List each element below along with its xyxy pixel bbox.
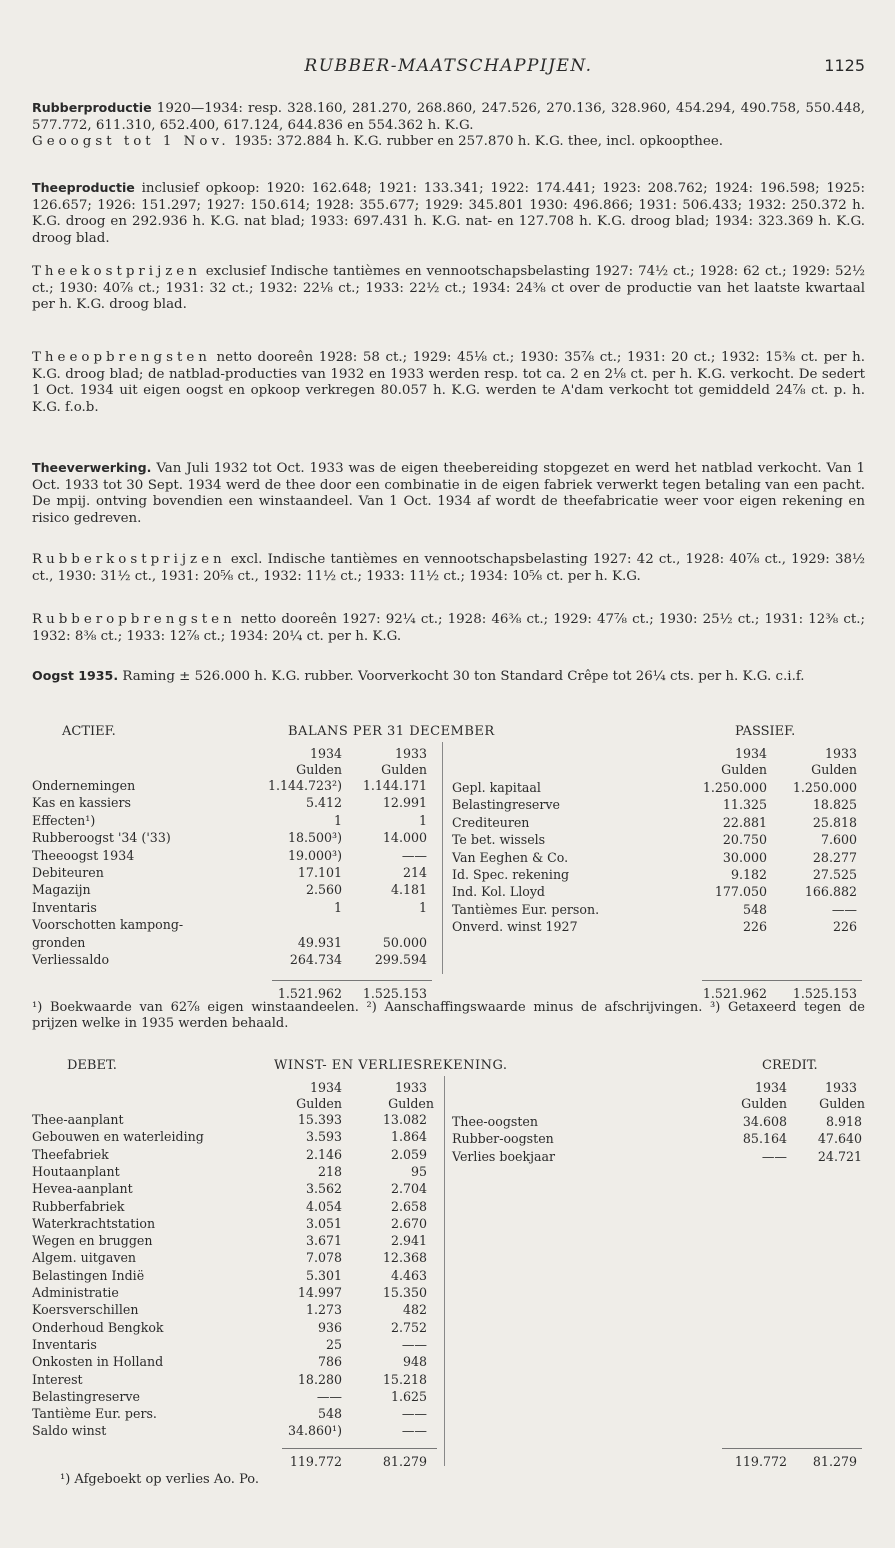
text-theeopbrengsten: netto dooreên 1928: 58 ct.; 1929: 45⅛ ct.; 1930: 35⅞ ct.; 1931: 20 ct.; 1932: 15⅜ ct. per h. K.G. droog blad; de natblad-producties van 1932 en 1933 werden resp. tot ca. 2 en 2⅛ ct. per h. K.G. verkocht. De sedert 1 Oct. 1934 uit eigen oogst en opkoop verkregen 80.057 h. K.G. werden te A'dam verkocht tot gemiddeld 24⅞ ct. p. h. K.G. f.o.b. [32,350,865,415]
debet-row-value-1933: —— [401,1406,427,1422]
debet-row-value-1934: 1.273 [305,1302,342,1318]
debet-row-value-1933: 948 [402,1354,427,1370]
winst-left-unit-2: Gulden [388,1096,434,1111]
debet-row-value-1934: 34.860¹) [287,1423,342,1439]
passief-row [452,902,702,917]
passief-row-value-1934: 1.250.000 [702,780,767,795]
actief-row-label: Theeoogst 1934 [32,847,135,863]
credit-row [452,1149,722,1164]
passief-row-value-1933: 226 [832,919,857,935]
debet-row-label: Algem. uitgaven [32,1250,137,1266]
actief-row [32,952,267,967]
passief-row [452,797,702,812]
debet-row-value-1933: 15.218 [382,1371,427,1387]
winst-right-unit-1: Gulden [741,1096,787,1111]
actief-row-label: Ondernemingen [32,778,136,793]
passief-row-label: Id. Spec. rekening [452,867,570,882]
passief-row-value-1934: 9.182 [730,867,767,882]
winst-footnote: ¹) Afgeboekt op verlies Ao. Po. [60,1472,260,1487]
balans-table [32,724,865,1001]
text-rubberproductie: 1920—1934: resp. 328.160, 281.270, 268.860, 247.526, 270.136, 328.960, 454.294, 490.758, 550.448, 577.772, 611.310, 652.400, 617.124, 644.836 en 554.362 h. K.G. [32,101,865,133]
page-header [32,58,865,82]
actief-row [32,778,267,793]
winst-total-right-1934: 119.772 [734,1454,787,1469]
lead-rubberkostprijzen: Rubberkostprijzen [32,552,226,567]
debet-row-value-1934: 15.393 [297,1112,342,1127]
winst-total-rule-left [282,1448,437,1449]
actief-row-value-1933: 50.000 [382,934,427,950]
actief-row-label: Voorschotten kampong- [32,917,184,933]
winst-right-year-1: 1934 [754,1080,787,1095]
debet-row-value-1933: 2.059 [390,1146,427,1162]
actief-row [32,900,267,915]
debet-row [32,1147,282,1162]
paragraph-oogst [32,668,865,686]
actief-row [32,882,267,897]
credit-row-label: Verlies boekjaar [452,1148,556,1164]
debet-row [32,1199,282,1214]
lead-geoogst: Geoogst tot 1 Nov. [32,134,230,149]
passief-row-value-1934: 30.000 [722,849,767,865]
debet-row [32,1423,282,1438]
credit-row-label: Rubber-oogsten [452,1131,554,1147]
credit-row-value-1934: —— [761,1148,787,1164]
actief-row-value-1933: 299.594 [374,952,427,967]
debet-row-value-1933: 12.368 [382,1250,427,1266]
debet-row-value-1934: 548 [317,1406,342,1422]
balans-total-rule-right [702,980,862,981]
passief-row-label: Tantièmes Eur. person. [452,901,600,917]
balans-right-year-1: 1934 [734,746,767,761]
balans-total-right-1933: 1.525.153 [792,986,857,1001]
winst-divider [444,1076,445,1466]
balans-right-year-2: 1933 [824,746,857,761]
winst-left-year-2: 1933 [394,1080,427,1095]
debet-row-label: Theefabriek [32,1146,109,1162]
debet-row-value-1933: 2.752 [390,1319,427,1335]
passief-row [452,780,702,795]
debet-row-value-1934: 5.301 [305,1267,342,1283]
winst-left-unit-1: Gulden [296,1096,342,1111]
debet-row [32,1268,282,1283]
credit-row-label: Thee-oogsten [452,1114,538,1129]
passief-row-label: Gepl. kapitaal [452,780,541,795]
passief-row-value-1933: 27.525 [812,867,857,882]
passief-row-value-1934: 20.750 [722,832,767,848]
winst-left-year-1: 1934 [309,1080,342,1095]
debet-row-value-1934: 936 [317,1319,342,1335]
passief-row-value-1934: 177.050 [714,884,767,900]
debet-row-label: Inventaris [32,1336,97,1352]
actief-row-value-1934: 19.000³) [287,847,342,863]
balans-left-year-1: 1934 [309,746,342,761]
balans-total-left-1934: 1.521.962 [277,986,342,1001]
actief-row-label: Rubberoogst '34 ('33) [32,830,171,846]
lead-theekostprijzen: Theekostprijzen [32,264,201,279]
credit-row-value-1934: 85.164 [742,1131,787,1147]
debet-row-value-1934: 18.280 [297,1371,342,1387]
passief-row-label: Belastingreserve [452,797,560,813]
debet-row-label: Administratie [32,1285,119,1300]
winst-verlies-table [32,1058,865,1478]
text-rubberkostprijzen: excl. Indische tantièmes en vennootschapsbelasting 1927: 42 ct., 1928: 40⅞ ct., 1929: 38½ ct., 1930: 31½ ct., 1931: 20⅝ ct., 1932: 11½ ct.; 1933: 11½ ct.; 1934: 10⅝ ct. per h. K.G. [32,552,865,584]
debet-row [32,1216,282,1231]
debet-row-label: Rubberfabriek [32,1198,125,1214]
passief-row [452,884,702,899]
actief-row-label: gronden [32,934,86,950]
passief-row [452,867,702,882]
credit-row-value-1933: 8.918 [825,1114,862,1129]
debet-row-value-1933: —— [401,1336,427,1352]
passief-row-label: Ind. Kol. Lloyd [452,884,545,900]
actief-row-value-1934: 17.101 [297,865,342,880]
debet-row [32,1233,282,1248]
passief-row-value-1934: 11.325 [722,797,767,813]
actief-row-label: Inventaris [32,899,97,915]
text-theeproductie: inclusief opkoop: 1920: 162.648; 1921: 133.341; 1922: 174.441; 1923: 208.762; 1924: 196.598; 1925: 126.657; 1926: 151.297; 1927: 150.614; 1928: 355.677; 1929: 345.801 1930: 496.866; 1931: 506.433; 1932: 250.372 h. K.G. droog en 292.936 h. K.G. nat blad; 1933: 697.431 h. K.G. nat- en 127.708 h. K.G. droog blad; 1934: 323.369 h. K.G. droog blad. [32,181,865,246]
debet-row-value-1934: 2.146 [305,1146,342,1162]
debet-row-label: Gebouwen en waterleiding [32,1129,204,1145]
winst-total-left-1933: 81.279 [382,1454,427,1469]
actief-row [32,813,267,828]
passief-row-value-1933: 18.825 [812,797,857,813]
credit-row [452,1131,722,1146]
paragraph-rubberkostprijzen [32,552,865,585]
page-number: 1125 [824,56,865,75]
actief-row-value-1933: —— [401,847,427,863]
actief-row-value-1933: 4.181 [390,882,427,898]
paragraph-rubberopbrengsten [32,612,865,645]
debet-row-value-1933: 1.625 [390,1388,427,1404]
debet-row-value-1933: 2.658 [390,1198,427,1214]
debet-row-label: Thee-aanplant [32,1112,124,1127]
lead-theeproductie: Theeproductie [32,180,135,195]
actief-row [32,848,267,863]
actief-row-label: Kas en kassiers [32,795,131,811]
actief-row [32,935,267,950]
debet-row [32,1389,282,1404]
actief-row [32,917,267,932]
page-title: RUBBER-MAATSCHAPPIJEN. [304,56,593,76]
actief-row-value-1933: 1 [418,899,427,915]
paragraph-theeproductie [32,180,865,247]
debet-row [32,1372,282,1387]
actief-row-value-1934: 5.412 [305,795,342,811]
debet-row [32,1164,282,1179]
debet-row-label: Saldo winst [32,1423,107,1439]
debet-row-value-1933: 482 [402,1302,427,1318]
debet-row-value-1934: 3.562 [305,1181,342,1197]
actief-heading: ACTIEF. [62,724,116,739]
winst-right-year-2: 1933 [824,1080,857,1095]
winst-title: WINST- EN VERLIESREKENING. [274,1058,508,1073]
debet-row-label: Waterkrachtstation [32,1215,156,1231]
actief-row-value-1934: 1 [333,899,342,915]
winst-right-unit-2: Gulden [819,1096,865,1111]
passief-row [452,832,702,847]
text-rubberopbrengsten: netto dooreên 1927: 92¼ ct.; 1928: 46⅜ ct.; 1929: 47⅞ ct.; 1930: 25½ ct.; 1931: 12⅜ ct.; 1932: 8⅜ ct.; 1933: 12⅞ ct.; 1934: 20¼ ct. per h. K.G. [32,612,865,644]
passief-row-value-1933: 25.818 [812,814,857,830]
actief-row-value-1934: 2.560 [305,882,342,898]
debet-row [32,1320,282,1335]
debet-row-label: Interest [32,1371,83,1387]
balans-right-unit-2: Gulden [811,762,857,777]
actief-row [32,830,267,845]
debet-row-value-1933: 2.941 [390,1233,427,1249]
passief-row [452,850,702,865]
passief-row-value-1933: 7.600 [820,832,857,848]
passief-row-value-1933: 1.250.000 [792,780,857,795]
actief-row-value-1934: 18.500³) [287,830,342,846]
passief-row-label: Crediteuren [452,814,530,830]
debet-row-value-1933: 1.864 [390,1129,427,1145]
balans-title: BALANS PER 31 DECEMBER [288,724,495,739]
text-theekostprijzen: exclusief Indische tantièmes en vennootschapsbelasting 1927: 74½ ct.; 1928: 62 ct.; 1929: 52½ ct.; 1930: 40⅞ ct.; 1931: 32 ct.; 1932: 22⅛ ct.; 1933: 22½ ct.; 1934: 24⅜ ct over de productie van het laatste kwartaal per h. K.G. droog blad. [32,264,865,313]
debet-row-value-1934: —— [316,1388,342,1404]
paragraph-theeverwerking [32,460,865,527]
actief-row-value-1933: 14.000 [382,830,427,846]
credit-row [452,1114,722,1129]
debet-row-label: Belastingen Indië [32,1267,145,1283]
lead-oogst: Oogst 1935. [32,668,119,683]
paragraph-theekostprijzen [32,264,865,314]
passief-row-value-1933: 166.882 [804,884,857,900]
credit-row-value-1933: 47.640 [817,1131,862,1147]
lead-theeverwerking: Theeverwerking. [32,460,152,475]
credit-row-value-1934: 34.608 [742,1114,787,1129]
balans-total-right-1934: 1.521.962 [702,986,767,1001]
passief-row-label: Onverd. winst 1927 [452,919,578,935]
actief-row-value-1934: 1.144.723²) [267,778,342,793]
debet-row-value-1934: 218 [317,1163,342,1179]
balans-left-year-2: 1933 [394,746,427,761]
paragraph-theeopbrengsten [32,350,865,416]
debet-row [32,1285,282,1300]
debet-row [32,1406,282,1421]
actief-row-value-1933: 1.144.171 [362,778,427,793]
debet-row [32,1354,282,1369]
actief-row-value-1934: 264.734 [289,952,342,967]
actief-row-value-1933: 214 [402,865,427,880]
passief-row-value-1933: 28.277 [812,849,857,865]
debet-row-value-1933: 4.463 [390,1267,427,1283]
debet-row-value-1933: —— [401,1423,427,1439]
debet-row-label: Tantième Eur. pers. [32,1406,157,1422]
debet-row-value-1934: 3.671 [305,1233,342,1249]
debet-row-label: Belastingreserve [32,1388,140,1404]
passief-row [452,919,702,934]
debet-row-value-1934: 7.078 [305,1250,342,1266]
debet-row-value-1934: 14.997 [297,1285,342,1300]
actief-row-value-1934: 49.931 [297,934,342,950]
debet-row-label: Onderhoud Bengkok [32,1319,164,1335]
passief-row-label: Van Eeghen & Co. [452,849,569,865]
credit-row-value-1933: 24.721 [817,1148,862,1164]
lead-rubberproductie: Rubberproductie [32,100,152,115]
debet-row-value-1934: 3.593 [305,1129,342,1145]
winst-total-right-1933: 81.279 [812,1454,857,1469]
debet-row-value-1934: 4.054 [305,1198,342,1214]
passief-row-value-1934: 226 [742,919,767,935]
actief-row-value-1933: 1 [418,812,427,828]
debet-row [32,1129,282,1144]
debet-row-value-1934: 25 [325,1336,342,1352]
debet-row-label: Wegen en bruggen [32,1233,153,1249]
balans-left-unit-1: Gulden [296,762,342,777]
debet-row [32,1112,282,1127]
actief-row-value-1934: 1 [333,812,342,828]
debet-row [32,1337,282,1352]
passief-row-value-1934: 548 [742,901,767,917]
debet-row-value-1933: 13.082 [382,1112,427,1127]
debet-row-value-1933: 15.350 [382,1285,427,1300]
debet-row-value-1933: 2.670 [390,1215,427,1231]
winst-total-left-1934: 119.772 [289,1454,342,1469]
actief-row-value-1933: 12.991 [382,795,427,811]
paragraph-rubberproductie [32,100,865,134]
debet-row-label: Hevea-aanplant [32,1181,133,1197]
paragraph-geoogst [32,134,865,151]
debet-row-value-1933: 2.704 [390,1181,427,1197]
text-geoogst: 1935: 372.884 h. K.G. rubber en 257.870 h. K.G. thee, incl. opkoopthee. [229,134,724,149]
actief-row [32,865,267,880]
debet-heading: DEBET. [67,1058,117,1073]
actief-row [32,795,267,810]
passief-row [452,815,702,830]
passief-row-label: Te bet. wissels [452,832,546,848]
lead-rubberopbrengsten: Rubberopbrengsten [32,612,236,627]
actief-row-label: Effecten¹) [32,812,96,828]
debet-row-value-1934: 786 [317,1354,342,1370]
text-oogst: Raming ± 526.000 h. K.G. rubber. Voorverkocht 30 ton Standard Crêpe tot 26¼ cts. per h. K.G. c.i.f. [118,669,805,684]
actief-row-label: Verliessaldo [32,952,110,967]
actief-row-label: Magazijn [32,882,91,898]
balans-total-rule-left [272,980,432,981]
balans-left-unit-2: Gulden [381,762,427,777]
debet-row [32,1250,282,1265]
credit-heading: CREDIT. [762,1058,818,1073]
debet-row [32,1181,282,1196]
debet-row-label: Houtaanplant [32,1163,120,1179]
debet-row-label: Koersverschillen [32,1302,139,1318]
passief-row-value-1933: —— [831,901,857,917]
balans-total-left-1933: 1.525.153 [362,986,427,1001]
balans-right-unit-1: Gulden [721,762,767,777]
debet-row [32,1302,282,1317]
balans-footnote: ¹) Boekwaarde van 62⅞ eigen winstaandeelen. ²) Aanschaffingswaarde minus de afschrijvingen. ³) Getaxeerd tegen de prijzen welke in 1935 werden behaald. [32,1000,865,1031]
lead-theeopbrengsten: Theeopbrengsten [32,350,211,365]
winst-total-rule-right [722,1448,862,1449]
passief-heading: PASSIEF. [735,724,796,739]
debet-row-value-1933: 95 [410,1163,427,1179]
text-theeverwerking: Van Juli 1932 tot Oct. 1933 was de eigen theebereiding stopgezet en werd het natblad verkocht. Van 1 Oct. 1933 tot 30 Sept. 1934 werd de thee door een combinatie in de eigen fabriek verwerkt tegen betaling van een pacht. De mpij. ontving bovendien een winstaandeel. Van 1 Oct. 1934 af wordt de theefabricatie weer voor eigen rekening en risico gedreven. [32,461,865,526]
actief-row-label: Debiteuren [32,865,104,880]
debet-row-value-1934: 3.051 [305,1215,342,1231]
passief-row-value-1934: 22.881 [722,814,767,830]
debet-row-label: Onkosten in Holland [32,1354,164,1370]
balans-divider [442,742,443,974]
